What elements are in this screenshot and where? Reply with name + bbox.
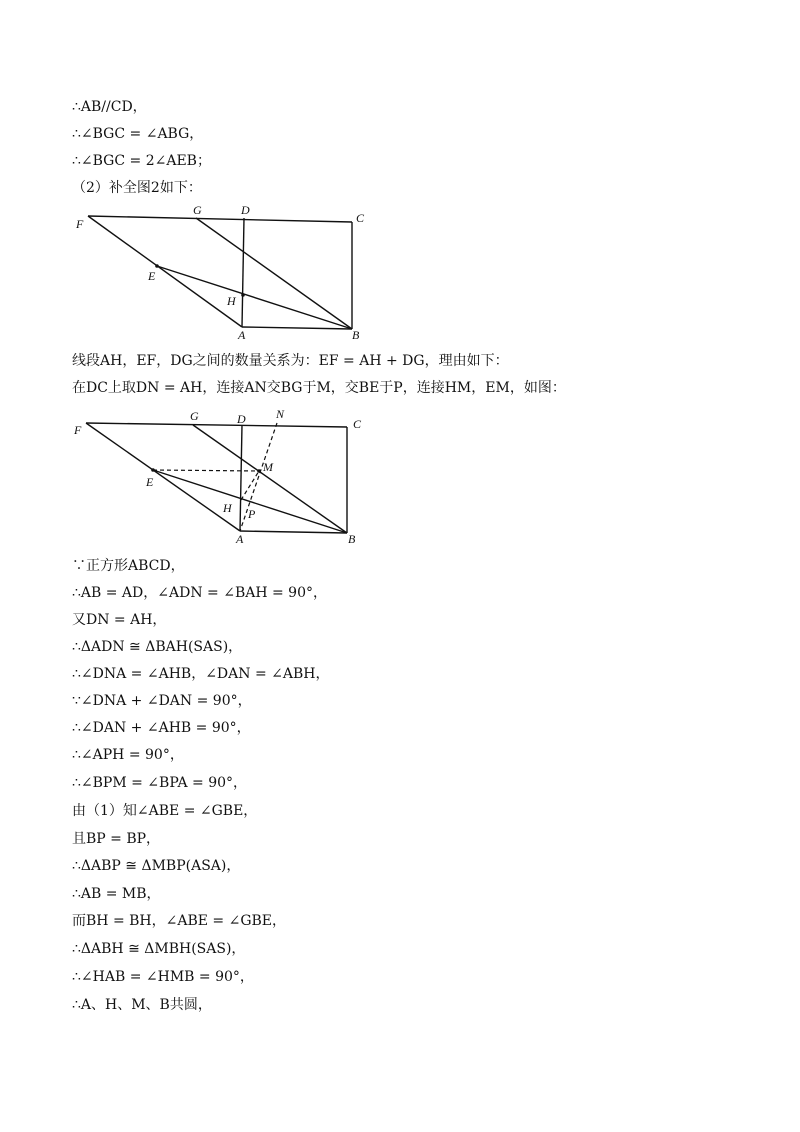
label-e: E — [148, 269, 156, 283]
label-h: H — [227, 294, 236, 308]
label-e: E — [146, 475, 154, 489]
label-d: D — [241, 203, 250, 217]
text-line-1: ∴AB//CD， — [72, 99, 147, 115]
label-b: B — [352, 328, 360, 342]
label-b: B — [348, 532, 356, 546]
text-line-5: 线段AH，EF，DG之间的数量关系为：EF = AH + DG，理由如下： — [72, 353, 509, 369]
segment-da — [240, 425, 242, 531]
text-line-19: ∴AB = MB， — [72, 886, 161, 902]
segment-em — [153, 470, 259, 471]
segment-hm — [241, 471, 259, 500]
text-line-15: ∴∠BPM = ∠BPA = 90°， — [72, 775, 248, 791]
label-a: A — [238, 328, 246, 342]
label-f: F — [76, 217, 84, 231]
text-line-18: ∴ΔABP ≅ ΔMBP(ASA)， — [72, 858, 241, 874]
segment-eb — [153, 470, 347, 533]
label-a: A — [236, 532, 244, 546]
segment-an — [240, 423, 277, 531]
segment-fa — [86, 423, 240, 531]
label-c: C — [356, 211, 365, 225]
text-line-22: ∴∠HAB = ∠HMB = 90°， — [72, 969, 254, 985]
text-line-6: 在DC上取DN = AH，连接AN交BG于M，交BE于P，连接HM，EM，如图： — [72, 380, 566, 396]
text-line-12: ∵∠DNA + ∠DAN = 90°， — [72, 693, 252, 709]
label-f: F — [74, 423, 82, 437]
text-line-17: 且BP = BP， — [72, 831, 161, 847]
text-line-10: ∴ΔADN ≅ ΔBAH(SAS)， — [72, 639, 243, 655]
text-line-14: ∴∠APH = 90°， — [72, 747, 184, 763]
label-d: D — [237, 412, 246, 426]
segment-ab — [240, 531, 347, 533]
label-p: P — [248, 507, 256, 521]
text-line-20: 而BH = BH，∠ABE = ∠GBE， — [72, 913, 287, 929]
text-line-2: ∴∠BGC = ∠ABG， — [72, 126, 204, 142]
label-n: N — [276, 407, 285, 421]
text-line-16: 由（1）知∠ABE = ∠GBE， — [72, 803, 258, 819]
label-g: G — [193, 203, 202, 217]
label-m: M — [263, 460, 273, 474]
label-h: H — [223, 501, 232, 515]
label-g: G — [190, 409, 199, 423]
segment-gb — [193, 425, 347, 533]
text-line-8: ∴AB = AD，∠ADN = ∠BAH = 90°， — [72, 585, 328, 601]
label-c: C — [353, 417, 362, 431]
text-line-9: 又DN = AH， — [72, 612, 167, 628]
text-line-3: ∴∠BGC = 2∠AEB； — [72, 153, 211, 169]
text-line-11: ∴∠DNA = ∠AHB，∠DAN = ∠ABH， — [72, 666, 330, 682]
segment-fc — [86, 423, 347, 427]
text-line-23: ∴A、H、M、B共圆， — [72, 997, 212, 1013]
text-line-4: （2）补全图2如下： — [72, 180, 202, 196]
text-line-7: ∵正方形ABCD， — [72, 558, 185, 574]
text-line-21: ∴ΔABH ≅ ΔMBH(SAS)， — [72, 941, 246, 957]
text-line-13: ∴∠DAN + ∠AHB = 90°， — [72, 720, 251, 736]
